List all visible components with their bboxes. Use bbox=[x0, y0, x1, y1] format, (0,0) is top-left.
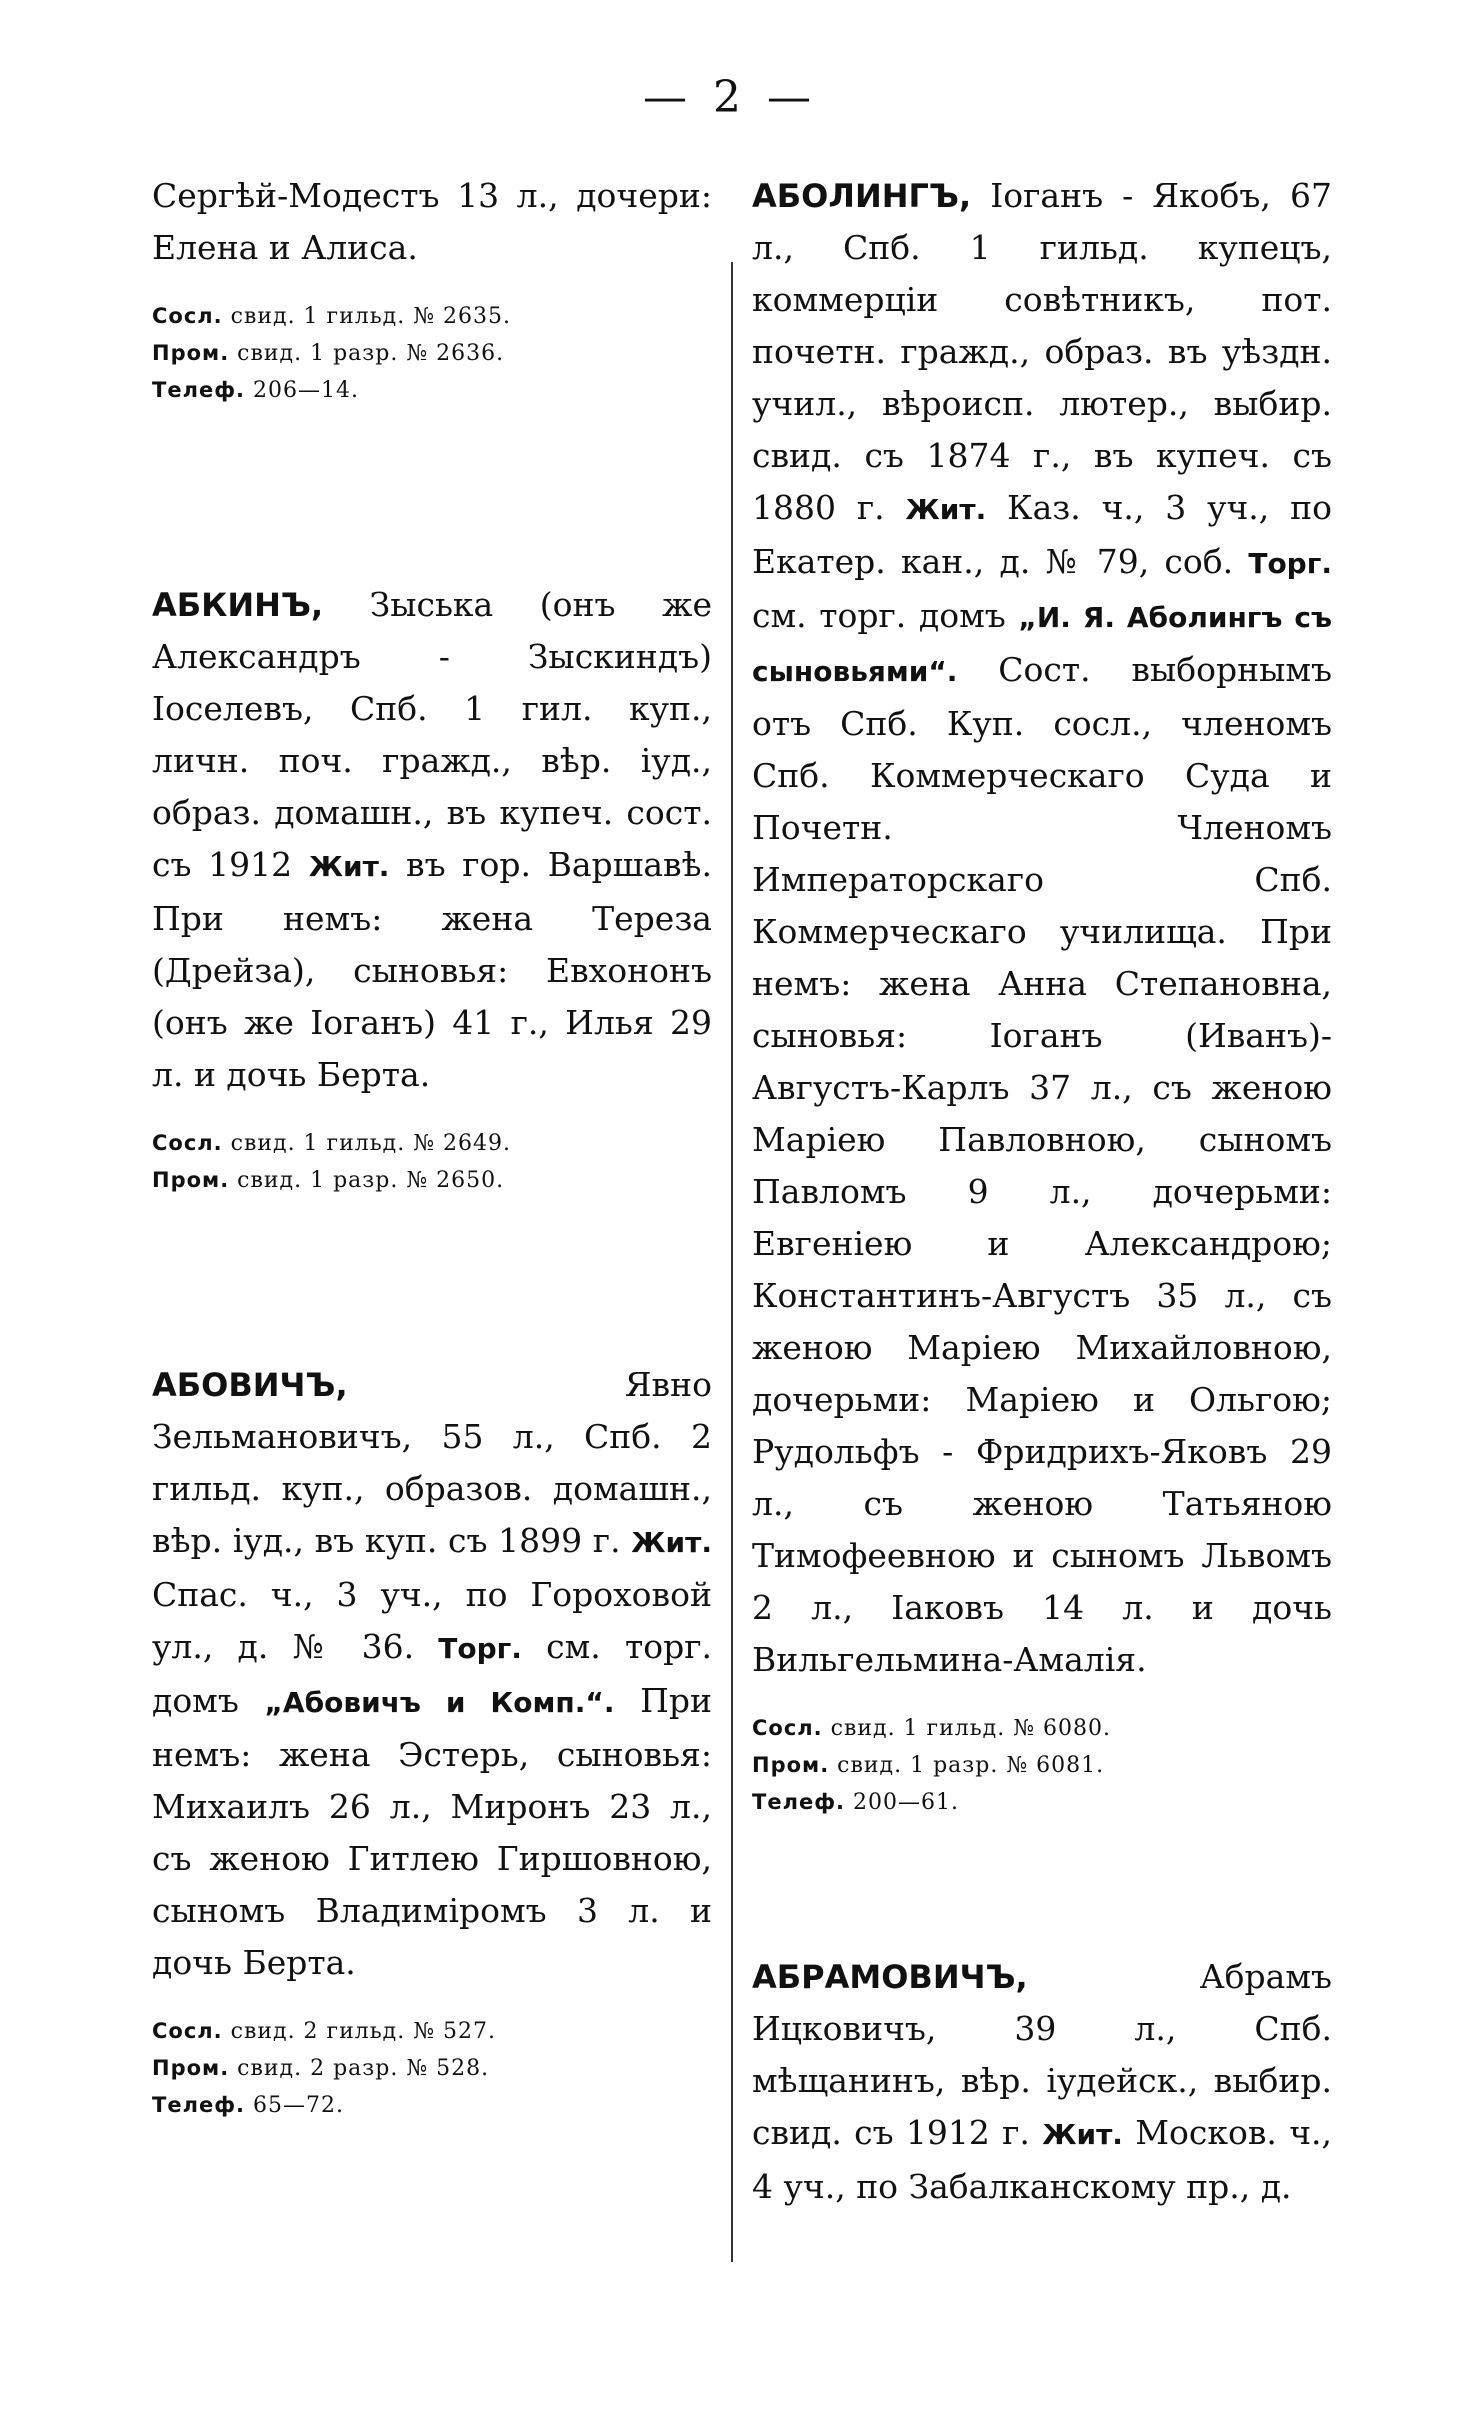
entry-body: Явно Зельмановичъ, 55 л., Спб. 2 гильд. куп., образов. домашн., вѣр. іуд., въ куп. съ 1899 г. bbox=[152, 1365, 712, 1560]
trading-house-name: „И. Я. Аболингъ съ сыновьями“. bbox=[752, 601, 1332, 688]
meta-line bbox=[152, 372, 712, 409]
entry-text bbox=[752, 170, 1332, 1686]
meta-label: Пром. bbox=[152, 341, 230, 365]
meta-label: Сосл. bbox=[152, 1131, 223, 1155]
entry-abramovich bbox=[752, 1951, 1332, 2213]
entry-body: Зыська (онъ же Александръ - Зыскиндъ) Іоселевъ, Спб. 1 гил. куп., личн. поч. гражд., вѣр. іуд., образ. домашн., въ купеч. сост. съ 1912 bbox=[152, 585, 712, 884]
entry-body: см. торг. домъ bbox=[752, 596, 1019, 635]
entry-abovich bbox=[152, 1359, 712, 2124]
meta-value: свид. 1 разр. № 6081. bbox=[829, 1753, 1105, 1778]
column-divider bbox=[731, 262, 733, 2262]
meta-line bbox=[752, 1784, 1332, 1821]
meta-label: Телеф. bbox=[152, 378, 246, 402]
entry-body: въ гор. Варшавѣ. При немъ: жена Тереза (Дрейза), сыновья: Евхононъ (онъ же Іоганъ) 41 г., Илья 29 л. и дочь Берта. bbox=[152, 845, 712, 1094]
meta-label: Телеф. bbox=[152, 2093, 246, 2117]
keyword-zhit: Жит. bbox=[308, 850, 390, 883]
meta-label: Сосл. bbox=[752, 1716, 823, 1740]
intro-meta bbox=[152, 298, 712, 409]
meta-line bbox=[152, 2087, 712, 2124]
meta-line bbox=[152, 1162, 712, 1199]
meta-label: Сосл. bbox=[152, 304, 223, 328]
entry-body: Каз. ч., 3 уч., по Екатер. кан., д. № 79, соб. bbox=[752, 488, 1332, 581]
meta-value: свид. 1 гильд. № 6080. bbox=[822, 1716, 1112, 1741]
entry-body: Сост. выборнымъ отъ Спб. Куп. сосл., членомъ Спб. Коммерческаго Суда и Почетн. Членомъ Императорскаго Спб. Коммерческаго училища. При немъ: жена Анна Степановна, сыновья: Іоганъ (Иванъ)-Августъ-Карлъ 37 л., съ женою Маріею Павловною, сыномъ Павломъ 9 л., дочерьми: Евгеніею и Александрою; Константинъ-Августъ 35 л., съ женою Маріею Михайловною, дочерьми: Маріею и Ольгою; Рудольфъ - Фридрихъ-Яковъ 29 л., съ женою Татьяною Тимофеевною и сыномъ Львомъ 2 л., Іаковъ 14 л. и дочь Вильгельмина-Амалія. bbox=[752, 650, 1332, 1679]
meta-value: свид. 1 разр. № 2636. bbox=[229, 341, 505, 366]
entry-body: Москов. ч., 4 уч., по Забалканскому пр., д. bbox=[752, 2113, 1332, 2206]
meta-line bbox=[752, 1710, 1332, 1747]
left-column bbox=[152, 170, 712, 2124]
entry-body: Спас. ч., 3 уч., по Гороховой ул., д. № 36. bbox=[152, 1575, 712, 1666]
meta-value: свид. 2 разр. № 528. bbox=[229, 2056, 490, 2081]
meta-value: свид. 1 гильд. № 2635. bbox=[222, 304, 512, 329]
meta-value: 206—14. bbox=[245, 378, 359, 403]
entry-abkin bbox=[152, 579, 712, 1199]
keyword-torg: Торг. bbox=[438, 1632, 522, 1665]
entry-text bbox=[152, 579, 712, 1101]
right-column bbox=[752, 170, 1332, 2213]
entry-surname: АБРАМОВИЧЪ, bbox=[752, 1958, 1028, 1996]
keyword-zhit: Жит. bbox=[1042, 2118, 1123, 2151]
entry-surname: АБОЛИНГЪ, bbox=[752, 177, 972, 215]
entry-body: Іоганъ - Якобъ, 67 л., Спб. 1 гильд. купецъ, коммерціи совѣтникъ, пот. почетн. гражд., образ. въ уѣздн. учил., вѣроисп. лютер., выбир. свид. съ 1874 г., въ купеч. съ 1880 г. bbox=[752, 176, 1332, 527]
meta-label: Сосл. bbox=[152, 2019, 223, 2043]
entry-meta bbox=[752, 1710, 1332, 1821]
meta-value: свид. 1 гильд. № 2649. bbox=[222, 1131, 512, 1156]
intro-text: Сергѣй-Модестъ 13 л., дочери: Елена и Алиса. bbox=[152, 176, 712, 267]
keyword-torg: Торг. bbox=[1248, 547, 1332, 580]
keyword-zhit: Жит. bbox=[905, 493, 987, 526]
entry-body: Абрамъ Ицковичъ, 39 л., Спб. мѣщанинъ, вѣр. іудейск., выбир. свид. съ 1912 г. bbox=[752, 1957, 1332, 2152]
entry-meta bbox=[152, 2013, 712, 2124]
meta-value: свид. 1 разр. № 2650. bbox=[229, 1168, 505, 1193]
entry-surname: АБКИНЪ, bbox=[152, 586, 324, 624]
meta-value: 200—61. bbox=[845, 1790, 959, 1815]
entry-meta bbox=[152, 1125, 712, 1199]
meta-label: Пром. bbox=[152, 2056, 230, 2080]
intro-continuation bbox=[152, 170, 712, 409]
meta-value: свид. 2 гильд. № 527. bbox=[222, 2019, 497, 2044]
trading-house-name: „Абовичъ и Комп.“. bbox=[264, 1686, 615, 1719]
meta-line bbox=[152, 2050, 712, 2087]
keyword-zhit: Жит. bbox=[631, 1526, 712, 1559]
meta-line bbox=[152, 335, 712, 372]
meta-label: Телеф. bbox=[752, 1790, 846, 1814]
meta-line bbox=[152, 1125, 712, 1162]
meta-label: Пром. bbox=[152, 1168, 230, 1192]
meta-label: Пром. bbox=[752, 1753, 830, 1777]
meta-line bbox=[752, 1747, 1332, 1784]
meta-value: 65—72. bbox=[245, 2093, 344, 2118]
meta-line bbox=[152, 2013, 712, 2050]
entry-text bbox=[752, 1951, 1332, 2213]
entry-text bbox=[152, 1359, 712, 1989]
meta-line bbox=[152, 298, 712, 335]
entry-surname: АБОВИЧЪ, bbox=[152, 1366, 348, 1404]
entry-body: см. торг. домъ bbox=[152, 1627, 712, 1720]
page-number: — 2 — bbox=[643, 72, 817, 123]
entry-body: При немъ: жена Эстерь, сыновья: Михаилъ 26 л., Миронъ 23 л., съ женою Гитлею Гиршовною, сыномъ Владиміромъ 3 л. и дочь Берта. bbox=[152, 1681, 713, 1982]
entry-abolin bbox=[752, 170, 1332, 1821]
